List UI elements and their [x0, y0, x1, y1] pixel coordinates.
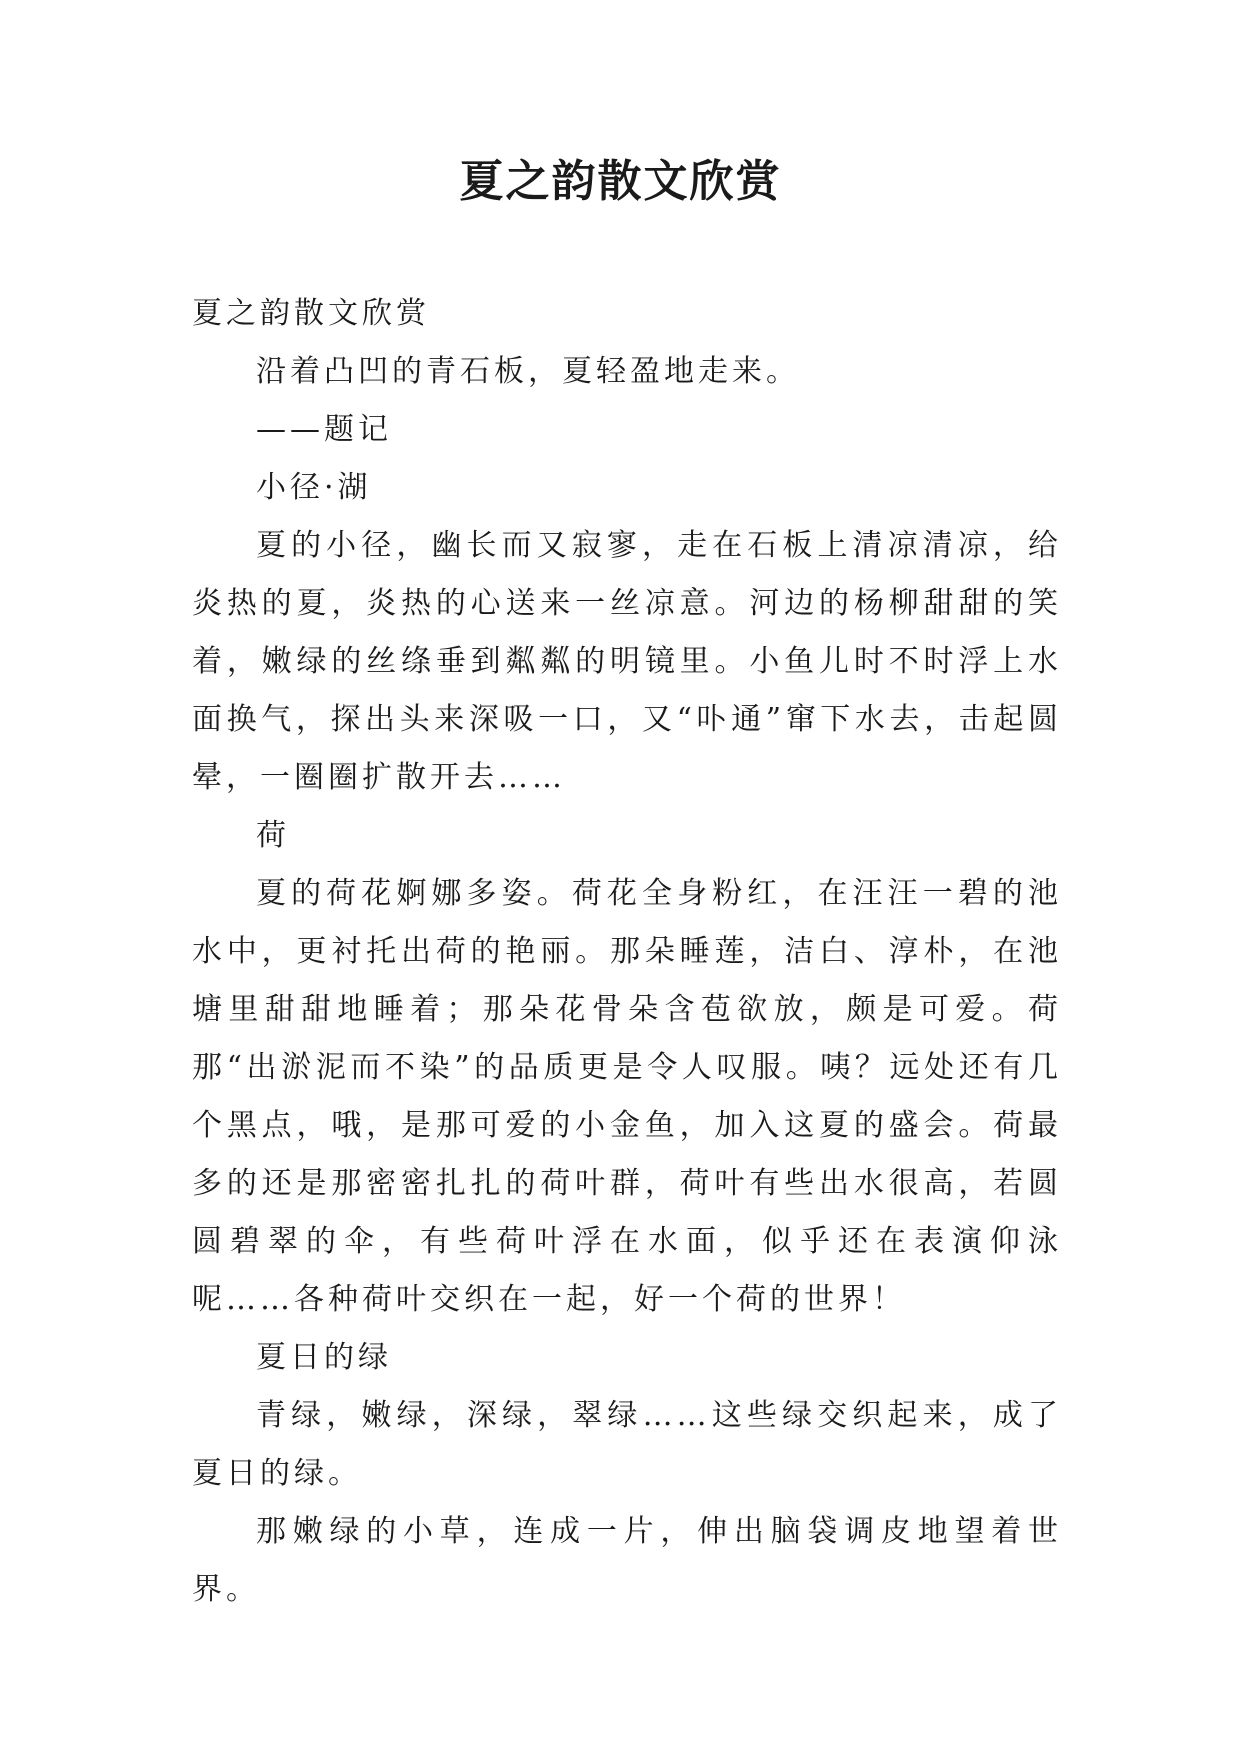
- paragraph-path-lake: 夏的小径，幽长而又寂寥，走在石板上清凉清凉，给炎热的夏，炎热的心送来一丝凉意。河边的杨柳甜甜的笑着，嫩绿的丝绦垂到粼粼的明镜里。小鱼儿时不时浮上水面换气，探出头来深吸一口，又“卟通”窜下水去，击起圆晕，一圈圈扩散开去……: [192, 528, 1062, 795]
- document-body: [192, 285, 1062, 1619]
- paragraph-epigraph: 沿着凸凹的青石板，夏轻盈地走来。: [256, 354, 800, 389]
- paragraph-lotus: 夏的荷花婀娜多姿。荷花全身粉红，在汪汪一碧的池水中，更衬托出荷的艳丽。那朵睡莲，洁白、淳朴，在池塘里甜甜地睡着；那朵花骨朵含苞欲放，颇是可爱。荷那“出淤泥而不染”的品质更是令人叹服。咦？远处还有几个黑点，哦，是那可爱的小金鱼，加入这夏的盛会。荷最多的还是那密密扎扎的荷叶群，荷叶有些出水很高，若圆圆碧翠的伞，有些荷叶浮在水面，似乎还在表演仰泳呢……各种荷叶交织在一起，好一个荷的世界！: [192, 876, 1062, 1317]
- paragraph-grass: 那嫩绿的小草，连成一片，伸出脑袋调皮地望着世界。: [192, 1514, 1062, 1607]
- document-title: 夏之韵散文欣赏: [459, 156, 782, 207]
- section-heading-lotus: 荷: [256, 818, 290, 853]
- section-heading-summer-green: 夏日的绿: [256, 1340, 392, 1375]
- paragraph-epigraph-attribution: ——题记: [256, 412, 392, 447]
- paragraph-heading: 夏之韵散文欣赏: [192, 296, 430, 331]
- paragraph-summer-green: 青绿，嫩绿，深绿，翠绿……这些绿交织起来，成了夏日的绿。: [192, 1398, 1062, 1491]
- section-heading-path-lake: 小径·湖: [256, 470, 372, 505]
